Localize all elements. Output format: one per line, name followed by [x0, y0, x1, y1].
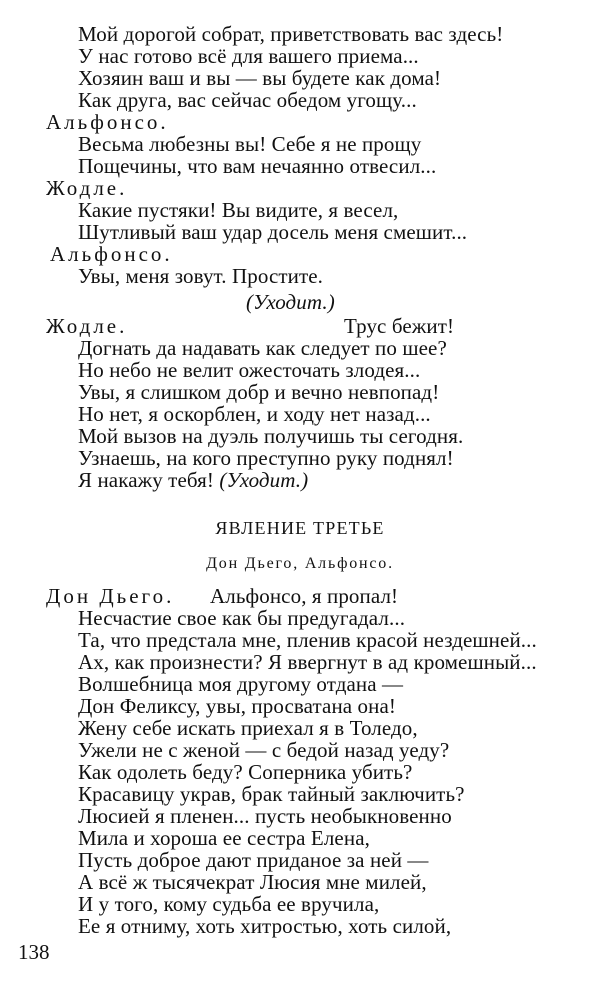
scene-title: ЯВЛЕНИЕ ТРЕТЬЕ: [215, 518, 385, 538]
verse-line: Мой дорогой собрат, приветствовать вас здесь!: [78, 22, 504, 46]
speaker-name: Жодле.: [46, 176, 128, 200]
verse-line: У нас готово всё для вашего приема...: [78, 44, 419, 68]
verse-line: Ах, как произнести? Я ввергнут в ад кромешный...: [78, 650, 537, 674]
verse-line: Дон Феликсу, увы, просватана она!: [78, 694, 397, 718]
verse-line: Волшебница моя другому отдана —: [78, 672, 404, 696]
verse-line: Как одолеть беду? Соперника убить?: [78, 760, 413, 784]
verse-line: Пусть доброе дают приданое за ней —: [78, 848, 429, 872]
scene-cast: Дон Дьего, Альфонсо.: [206, 555, 394, 572]
verse-line: Хозяин ваш и вы — вы будете как дома!: [78, 66, 442, 90]
verse-line: Как друга, вас сейчас обедом угощу...: [78, 88, 417, 112]
verse-line: Та, что предстала мне, пленив красой нездешней...: [78, 628, 537, 652]
verse-line: Но небо не велит ожесточать злодея...: [78, 358, 421, 382]
verse-line: Узнаешь, на кого преступно руку поднял!: [78, 446, 454, 470]
page-number: 138: [18, 940, 50, 964]
verse-line: Увы, я слишком добр и вечно невпопад!: [78, 380, 440, 404]
verse-line: Красавицу украв, брак тайный заключить?: [78, 782, 465, 806]
stage-direction: (Уходит.): [246, 290, 335, 314]
speaker-name: Альфонсо.: [46, 110, 169, 134]
verse-line: Догнать да надавать как следует по шее?: [78, 336, 447, 360]
speaker-name: Альфонсо.: [50, 242, 173, 266]
speaker-name: Дон Дьего.: [46, 584, 175, 608]
verse-line: [78, 468, 308, 492]
verse-line: Ее я отниму, хоть хитростью, хоть силой,: [78, 914, 452, 938]
verse-line: Пощечины, что вам нечаянно отвесил...: [78, 154, 437, 178]
verse-line: Увы, меня зовут. Простите.: [78, 264, 324, 288]
verse-line: Шутливый ваш удар досель меня смешит...: [78, 220, 468, 244]
verse-text: Я накажу тебя!: [78, 468, 214, 492]
verse-line: Несчастие свое как бы предугадал...: [78, 606, 406, 630]
verse-line: Жену себе искать приехал я в Толедо,: [78, 716, 418, 740]
verse-line: Мой вызов на дуэль получишь ты сегодня.: [78, 424, 464, 448]
stage-direction: (Уходит.): [219, 468, 309, 492]
verse-line: Ужели не с женой — с бедой назад уеду?: [78, 738, 450, 762]
verse-line: Мила и хороша ее сестра Елена,: [78, 826, 370, 850]
verse-line: А всё ж тысячекрат Люсия мне милей,: [78, 870, 427, 894]
verse-line: Трус бежит!: [344, 314, 455, 338]
verse-line: И у того, кому судьба ее вручила,: [78, 892, 380, 916]
speaker-name: Жодле.: [46, 314, 128, 338]
verse-line: Весьма любезны вы! Себе я не прощу: [78, 132, 422, 156]
verse-line: Какие пустяки! Вы видите, я весел,: [78, 198, 399, 222]
verse-line: Люсией я пленен... пусть необыкновенно: [78, 804, 452, 828]
verse-line: Но нет, я оскорблен, и ходу нет назад...: [78, 402, 431, 426]
verse-line: Альфонсо, я пропал!: [210, 584, 399, 608]
